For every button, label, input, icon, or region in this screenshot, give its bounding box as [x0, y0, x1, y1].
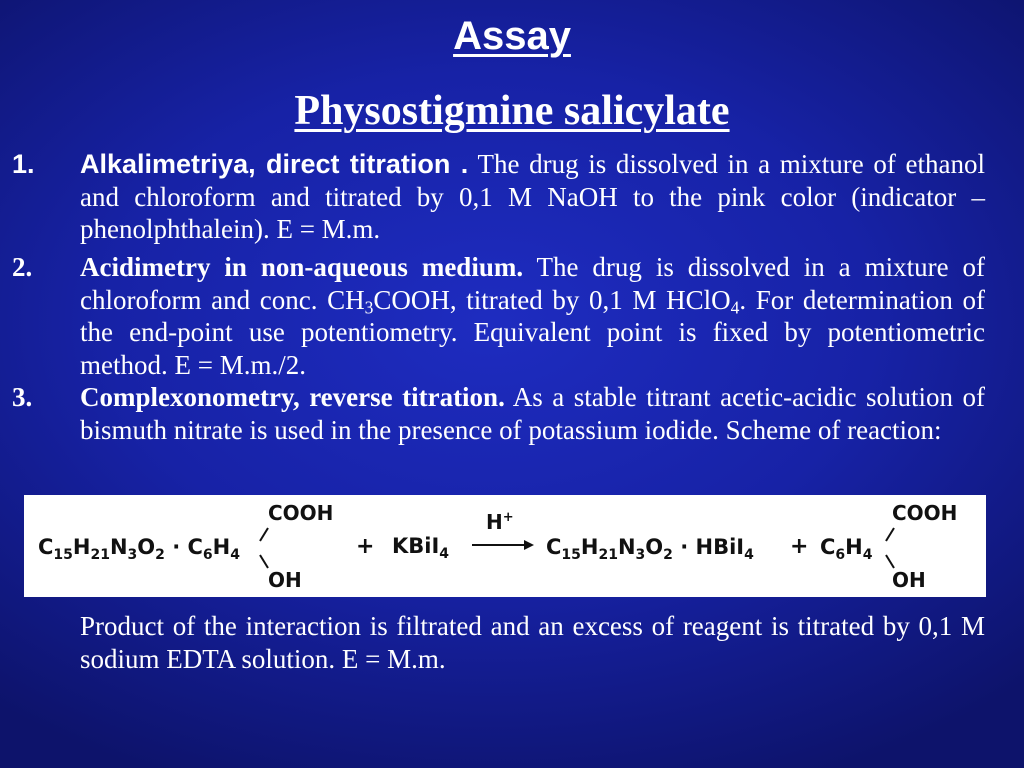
cooh-group: COOH [268, 501, 334, 525]
item-lead: Acidimetry in non-aqueous medium. [80, 252, 524, 282]
item-body [80, 251, 985, 381]
bond-line [260, 555, 268, 568]
slide-subtitle: Physostigmine salicylate [294, 88, 730, 134]
item-lead: Complexonometry, reverse titration. [80, 382, 505, 412]
cooh-group: COOH [892, 501, 958, 525]
item-body [80, 381, 985, 446]
item-text: . For determination of the end-point use potentiometry. Equivalent point is fixed by potentiometric method. E = M.m./2. [80, 284, 985, 380]
bond-line [260, 528, 268, 541]
catalyst-label: H+ [486, 510, 514, 534]
plus-sign: + [356, 534, 375, 559]
item-number: 3. [12, 382, 33, 412]
item-text: The drug is dissolved in a mixture of ethanol and chloroform and titrated by 0,1 M NaOH to the pink color (indicator – phenolphthalein). E = M.m. [80, 149, 986, 244]
slide-title: Assay [453, 14, 571, 58]
list-item-1 [0, 148, 985, 246]
item-body [80, 148, 985, 246]
conclusion-text: Product of the interaction is filtrated and an excess of reagent is titrated by 0,1 M sodium EDTA solution. E = M.m. [80, 611, 985, 674]
oh-group: OH [268, 568, 302, 592]
item-lead: Alkalimetriya, direct titration . [80, 149, 469, 179]
product-formula: $C_{15}H_{21}N_3O_2$ · HBiI$_4$ [546, 535, 754, 563]
list-item-2 [0, 251, 985, 381]
item-number: 2. [12, 252, 33, 282]
plus-sign: + [790, 534, 809, 559]
oh-group: OH [892, 568, 926, 592]
subscript: 4 [730, 296, 740, 317]
item-text: The drug is dissolved in a mixture of chloroform and conc. CH [80, 252, 985, 315]
item-number: 1. [12, 149, 35, 179]
arrow-head [524, 540, 534, 550]
reagent-formula: KBiI$_4$ [392, 534, 450, 562]
item-text: COOH, titrated by 0,1 M HClO [373, 284, 731, 315]
reaction-scheme [24, 495, 986, 597]
list-item-3 [0, 381, 985, 446]
bond-line [886, 528, 894, 541]
reactant-formula: $C_{15}H_{21}N_3O_2 \cdot C_6H_4$ [38, 535, 240, 563]
salicylic-formula: $C_6H_4$ [820, 535, 873, 563]
reaction-scheme-svg [24, 495, 986, 597]
item-text: As a stable titrant acetic-acidic solution of bismuth nitrate is used in the presence of potassium iodide. Scheme of reaction: [80, 382, 985, 445]
bond-line [886, 555, 894, 568]
subscript: 3 [364, 296, 374, 317]
